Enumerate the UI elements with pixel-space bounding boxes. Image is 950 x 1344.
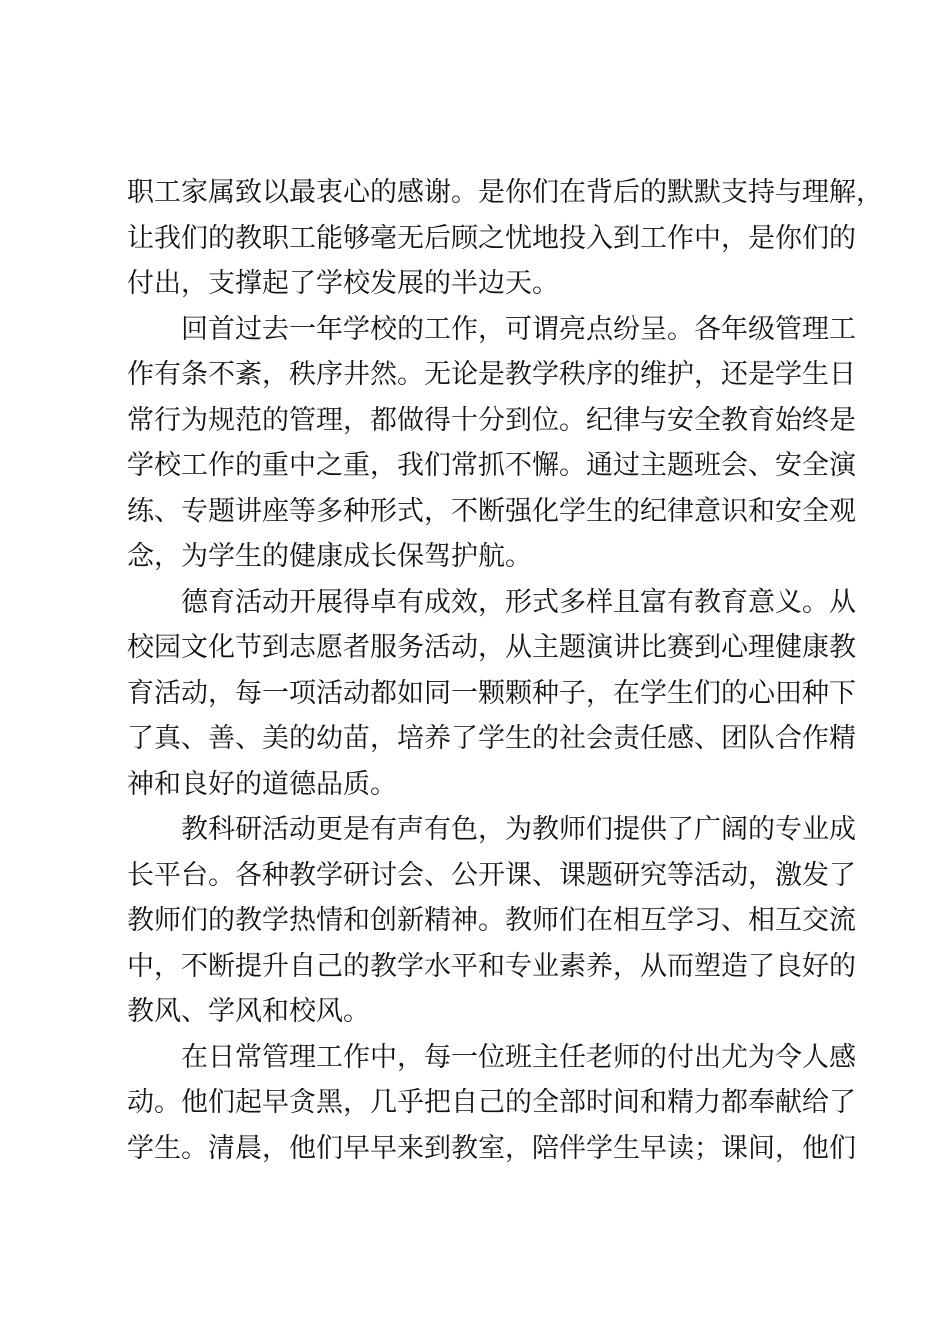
text-line: 作有条不紊，秩序井然。无论是教学秩序的维护，还是学生日 [127,359,856,390]
text-line: 长平台。各种教学研讨会、公开课、课题研究等活动，激发了 [127,859,856,891]
text-line: 了真、善、美的幼苗，培养了学生的社会责任感、团队合作精 [127,723,856,754]
text-line: 教师们的教学热情和创新精神。教师们在相互学习、相互交流 [127,905,856,936]
paragraph-first-line: 教科研活动更是有声有色，为教师们提供了广阔的专业成 [181,814,856,845]
text-line: 念，为学生的健康成长保驾护航。 [127,541,532,572]
paragraph-first-line: 德育活动开展得卓有成效，形式多样且富有教育意义。从 [181,586,856,618]
body-text [127,170,883,1171]
text-line: 动。他们起早贪黑，几乎把自己的全部时间和精力都奉献给了 [127,1087,856,1118]
text-line: 让我们的教职工能够毫无后顾之忧地投入到工作中，是你们的 [127,222,856,254]
paragraph-first-line: 在日常管理工作中，每一位班主任老师的付出尤为令人感 [181,1041,856,1073]
text-line: 神和良好的道德品质。 [127,768,397,800]
text-line: 学校工作的重中之重，我们常抓不懈。通过主题班会、安全演 [127,450,856,481]
text-line: 中，不断提升自己的教学水平和专业素养，从而塑造了良好的 [127,950,856,982]
text-line: 付出，支撑起了学校发展的半边天。 [127,268,559,299]
paragraph-first-line: 回首过去一年学校的工作，可谓亮点纷呈。各年级管理工 [181,313,856,345]
text-line: 练、专题讲座等多种形式，不断强化学生的纪律意识和安全观 [127,495,856,527]
text-line: 育活动，每一项活动都如同一颗颗种子，在学生们的心田种下 [127,677,856,709]
text-line: 常行为规范的管理，都做得十分到位。纪律与安全教育始终是 [127,404,856,436]
text-line: 校园文化节到志愿者服务活动，从主题演讲比赛到心理健康教 [127,632,856,663]
text-line: 职工家属致以最衷心的感谢。是你们在背后的默默支持与理解， [127,177,883,208]
text-line: 学生。清晨，他们早早来到教室，陪伴学生早读；课间，他们 [127,1132,856,1164]
text-line: 教风、学风和校风。 [127,996,370,1027]
